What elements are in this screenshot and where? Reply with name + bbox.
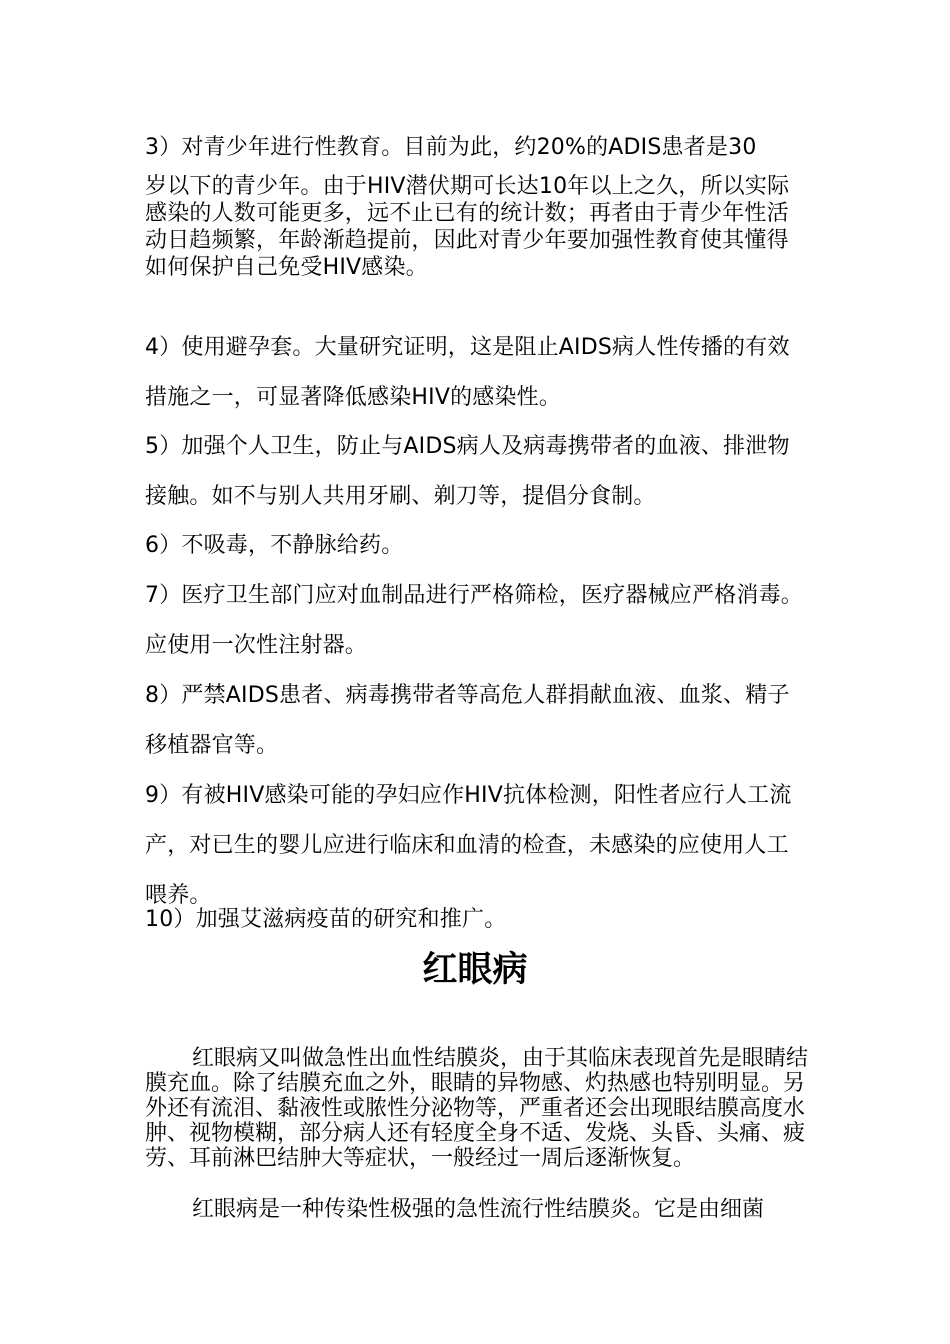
list-item-7: 7）医疗卫生部门应对血制品进行严格筛检，医疗器械应严格消毒。应使用一次性注射器。	[145, 583, 803, 658]
list-item-6: 6）不吸毒，不静脉给药。	[145, 533, 404, 558]
list-item-10: 10）加强艾滋病疫苗的研究和推广。	[145, 907, 507, 932]
list-item-5: 5）加强个人卫生，防止与AIDS病人及病毒携带者的血液、排泄物接触。如不与别人共用牙刷、剃刀等，提倡分食制。	[145, 434, 790, 509]
list-item-3-first-line: 3）对青少年进行性教育。目前为此，约20%的ADIS患者是30	[145, 135, 757, 160]
list-item-8: 8）严禁AIDS患者、病毒携带者等高危人群捐献血液、血浆、精子移植器官等。	[145, 683, 790, 758]
paragraph-1: 红眼病又叫做急性出血性结膜炎，由于其临床表现首先是眼睛结膜充血。除了结膜充血之外，眼睛的异物感、灼热感也特别明显。另外还有流泪、黏液性或脓性分泌物等，严重者还会出现眼结膜高度水肿、视物模糊，部分病人还有轻度全身不适、发烧、头昏、头痛、疲劳、耳前淋巴结肿大等症状，一般经过一周后逐渐恢复。	[145, 1046, 809, 1171]
paragraph-2: 红眼病是一种传染性极强的急性流行性结膜炎。它是由细菌	[192, 1197, 765, 1222]
list-item-9-text: 9）有被HIV感染可能的孕妇应作HIV抗体检测，阳性者应行人工流产，对已生的婴儿应进行临床和血清的检查，未感染的应使用人工喂养。	[145, 783, 792, 908]
list-item-4: 4）使用避孕套。大量研究证明，这是阻止AIDS病人性传播的有效措施之一，可显著降低感染HIV的感染性。	[145, 335, 790, 410]
list-item-3-rest: 岁以下的青少年。由于HIV潜伏期可长达10年以上之久，所以实际感染的人数可能更多，远不止已有的统计数；再者由于青少年性活动日趋频繁，年龄渐趋提前，因此对青少年要加强性教育使其懂得如何保护自己免受HIV感染。	[145, 174, 790, 280]
section-title: 红眼病	[422, 949, 528, 990]
list-item-3	[145, 123, 810, 281]
